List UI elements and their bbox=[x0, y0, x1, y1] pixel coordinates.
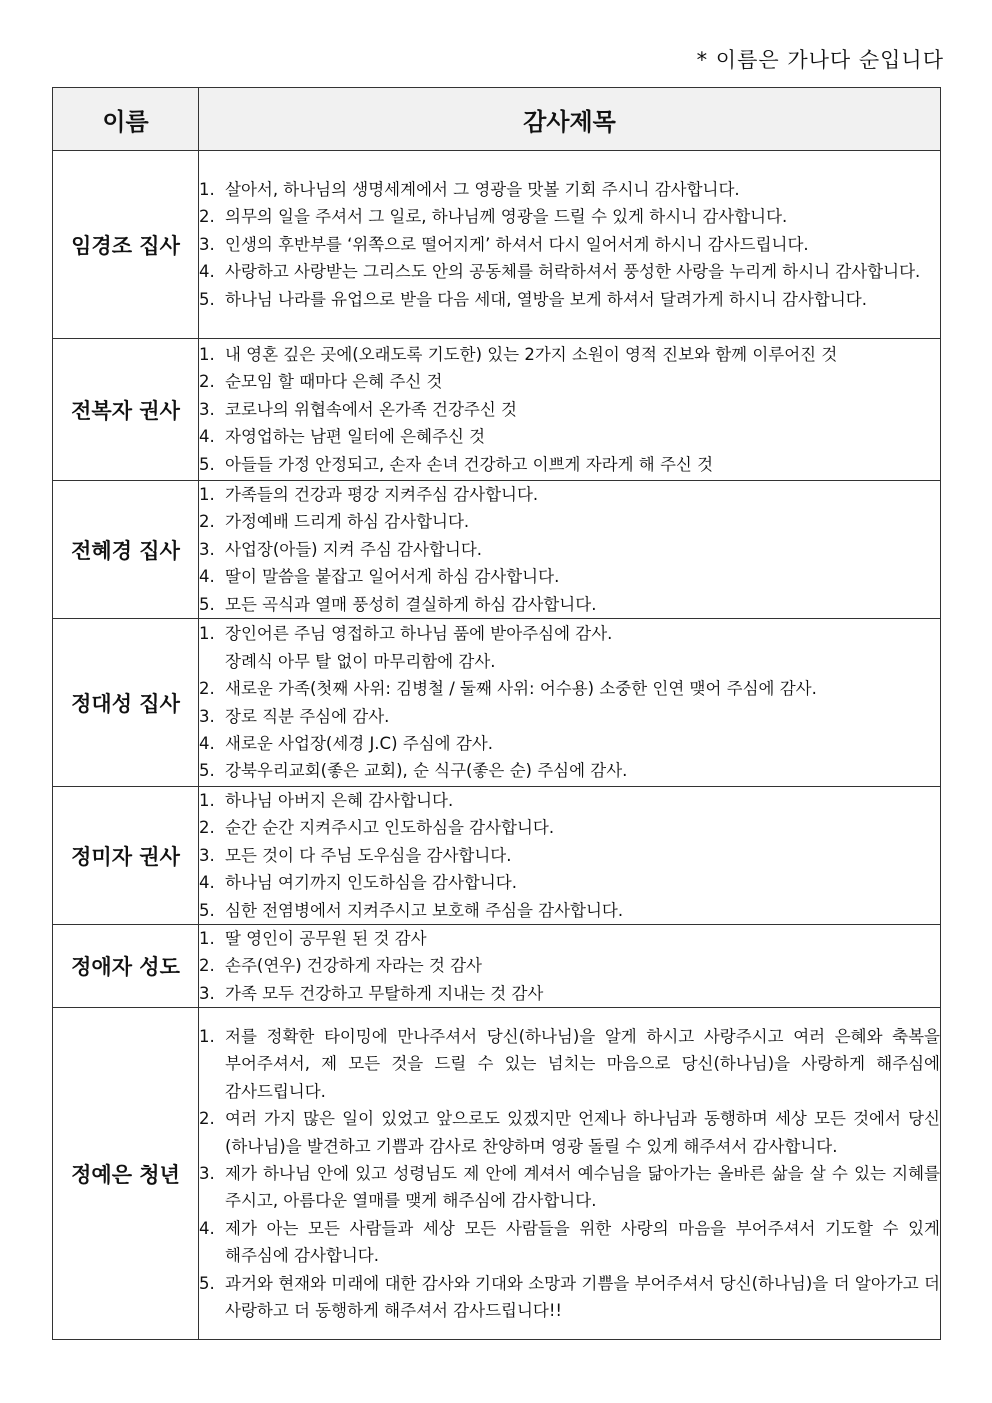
name-column-header: 이름 bbox=[53, 88, 199, 151]
item-text: 순모임 할 때마다 은혜 주신 것 bbox=[225, 372, 443, 392]
list-item bbox=[199, 842, 940, 869]
item-text: 새로운 가족(첫째 사위: 김병철 / 둘째 사위: 어수용) 소중한 인연 맺어 주심에 감사. bbox=[225, 679, 817, 699]
item-number: 2. bbox=[199, 207, 215, 227]
item-text: 모든 것이 다 주님 도우심을 감사합니다. bbox=[225, 845, 512, 865]
item-text: 강북우리교회(좋은 교회), 순 식구(좋은 순) 주심에 감사. bbox=[225, 761, 628, 781]
item-number: 1. bbox=[199, 485, 215, 504]
item-text: 하나님 나라를 유업으로 받을 다음 세대, 열방을 보게 하셔서 달려가게 하시니 감사합니다. bbox=[225, 289, 867, 309]
thanks-list-cell bbox=[199, 151, 941, 339]
list-item bbox=[199, 787, 940, 814]
thanks-list bbox=[199, 620, 940, 784]
item-text: 사업장(아들) 지켜 주심 감사합니다. bbox=[225, 539, 482, 559]
item-text: 제가 아는 모든 사람들과 세상 모든 사람들을 위한 사랑의 마음을 부어주셔서 기도할 수 있게 해주심에 감사합니다. bbox=[225, 1218, 940, 1266]
item-text: 인생의 후반부를 ‘위쪽으로 떨어지게’ 하셔서 다시 일어서게 하시니 감사드립니다. bbox=[225, 234, 809, 254]
list-item bbox=[199, 703, 940, 730]
list-item bbox=[199, 1105, 940, 1160]
list-item bbox=[199, 620, 940, 647]
item-text: 과거와 현재와 미래에 대한 감사와 기대와 소망과 기쁨을 부어주셔서 당신(하나님)을 더 알아가고 더 사랑하고 더 동행하게 해주셔서 감사드립니다!! bbox=[225, 1273, 940, 1321]
item-number: 4. bbox=[199, 873, 215, 893]
item-number: 4. bbox=[199, 262, 215, 282]
item-number: 5. bbox=[199, 900, 215, 920]
person-name: 임경조 집사 bbox=[53, 151, 199, 339]
list-item bbox=[199, 341, 940, 368]
item-text: 코로나의 위협속에서 온가족 건강주신 것 bbox=[225, 399, 517, 419]
item-text: 여러 가지 많은 일이 있었고 앞으로도 있겠지만 언제나 하나님과 동행하며 세상 모든 것에서 당신(하나님)을 발견하고 기쁨과 감사로 찬양하며 영광 돌릴 수 있게 해주셔서 감사합니다. bbox=[225, 1109, 940, 1156]
item-text: 모든 곡식과 열매 풍성히 결실하게 하심 감사합니다. bbox=[225, 594, 597, 614]
item-number: 5. bbox=[199, 454, 215, 474]
item-text: 가정예배 드리게 하심 감사합니다. bbox=[225, 512, 470, 532]
item-number: 4. bbox=[199, 567, 215, 587]
list-item bbox=[199, 1270, 940, 1325]
item-number: 2. bbox=[199, 956, 215, 976]
list-item bbox=[199, 591, 940, 618]
item-text: 자영업하는 남편 일터에 은혜주신 것 bbox=[225, 427, 486, 447]
title-column-header: 감사제목 bbox=[199, 88, 941, 151]
thanks-list-cell bbox=[199, 1008, 941, 1340]
item-number: 4. bbox=[199, 1218, 215, 1238]
item-text: 손주(연우) 건강하게 자라는 것 감사 bbox=[225, 956, 482, 976]
item-text: 장로 직분 주심에 감사. bbox=[225, 706, 390, 726]
thanks-list-cell bbox=[199, 339, 941, 481]
table-row bbox=[53, 151, 941, 339]
item-text: 살아서, 하나님의 생명세계에서 그 영광을 맛볼 기회 주시니 감사합니다. bbox=[225, 179, 740, 199]
item-number: 1. bbox=[199, 1027, 215, 1047]
list-item bbox=[199, 368, 940, 395]
thanks-list-cell bbox=[199, 619, 941, 787]
thanksgiving-table bbox=[52, 87, 941, 1340]
table-row bbox=[53, 481, 941, 619]
list-item bbox=[199, 869, 940, 896]
item-number: 4. bbox=[199, 427, 215, 447]
thanks-list-cell bbox=[199, 481, 941, 619]
item-number: 3. bbox=[199, 706, 215, 726]
list-item bbox=[199, 757, 940, 784]
item-number: 1. bbox=[199, 929, 215, 949]
item-number: 3. bbox=[199, 983, 215, 1003]
item-text: 딸이 말씀을 붙잡고 일어서게 하심 감사합니다. bbox=[225, 567, 560, 587]
list-item bbox=[199, 952, 940, 979]
list-item bbox=[199, 286, 940, 313]
item-number: 1. bbox=[199, 791, 215, 811]
item-text: 제가 하나님 안에 있고 성령님도 제 안에 계셔서 예수님을 닮아가는 올바른 삶을 살 수 있는 지혜를 주시고, 아름다운 열매를 맺게 해주심에 감사합니다. bbox=[225, 1164, 940, 1211]
thanks-list bbox=[199, 481, 940, 618]
item-number: 3. bbox=[199, 399, 215, 419]
list-item bbox=[199, 925, 940, 952]
item-text: 가족 모두 건강하고 무탈하게 지내는 것 감사 bbox=[225, 983, 544, 1003]
list-item bbox=[199, 231, 940, 258]
item-text: 장례식 아무 탈 없이 마무리함에 감사. bbox=[225, 651, 496, 671]
person-name: 전복자 권사 bbox=[53, 339, 199, 481]
item-text: 저를 정확한 타이밍에 만나주셔서 당신(하나님)을 알게 하시고 사랑주시고 여러 은혜와 축복을 부어주셔서, 제 모든 것을 드릴 수 있는 넘치는 마음으로 당신(하나님)을 사랑하게 해주심에 감사드립니다. bbox=[225, 1027, 940, 1101]
list-item bbox=[199, 563, 940, 590]
item-text: 장인어른 주님 영접하고 하나님 품에 받아주심에 감사. bbox=[225, 624, 613, 644]
list-item bbox=[199, 1160, 940, 1215]
item-number: 2. bbox=[199, 372, 215, 392]
item-text: 가족들의 건강과 평강 지켜주심 감사합니다. bbox=[225, 485, 539, 504]
item-number: 2. bbox=[199, 679, 215, 699]
list-item bbox=[199, 481, 940, 508]
person-name: 전혜경 집사 bbox=[53, 481, 199, 619]
list-item bbox=[199, 675, 940, 702]
item-number: 1. bbox=[199, 344, 215, 364]
item-number: 1. bbox=[199, 624, 215, 644]
list-item bbox=[199, 980, 940, 1007]
list-item bbox=[199, 396, 940, 423]
person-name: 정대성 집사 bbox=[53, 619, 199, 787]
thanks-list bbox=[199, 341, 940, 478]
list-item bbox=[199, 648, 940, 675]
thanks-list bbox=[199, 925, 940, 1007]
item-number: 3. bbox=[199, 539, 215, 559]
item-text: 의무의 일을 주셔서 그 일로, 하나님께 영광을 드릴 수 있게 하시니 감사합니다. bbox=[225, 207, 788, 227]
item-text: 새로운 사업장(세경 J.C) 주심에 감사. bbox=[225, 733, 493, 753]
list-item bbox=[199, 536, 940, 563]
list-item bbox=[199, 1215, 940, 1270]
thanks-list bbox=[199, 176, 940, 313]
item-number: 3. bbox=[199, 1164, 215, 1184]
item-text: 사랑하고 사랑받는 그리스도 안의 공동체를 허락하셔서 풍성한 사랑을 누리게 하시니 감사합니다. bbox=[225, 262, 921, 282]
list-item bbox=[199, 176, 940, 203]
person-name: 정예은 청년 bbox=[53, 1008, 199, 1340]
list-item bbox=[199, 730, 940, 757]
item-number: 1. bbox=[199, 179, 215, 199]
item-text: 딸 영인이 공무원 된 것 감사 bbox=[225, 929, 427, 949]
item-number: 5. bbox=[199, 1273, 215, 1293]
item-number: 5. bbox=[199, 289, 215, 309]
item-number: 2. bbox=[199, 512, 215, 532]
item-number: 5. bbox=[199, 761, 215, 781]
thanks-list-cell bbox=[199, 787, 941, 925]
item-number: 2. bbox=[199, 1109, 215, 1129]
table-row bbox=[53, 787, 941, 925]
table-row bbox=[53, 925, 941, 1008]
item-number: 3. bbox=[199, 845, 215, 865]
table-row bbox=[53, 1008, 941, 1340]
person-name: 정애자 성도 bbox=[53, 925, 199, 1008]
item-text: 아들들 가정 안정되고, 손자 손녀 건강하고 이쁘게 자라게 해 주신 것 bbox=[225, 454, 714, 474]
item-text: 하나님 아버지 은혜 감사합니다. bbox=[225, 791, 454, 811]
thanks-list bbox=[199, 1023, 940, 1324]
list-item bbox=[199, 508, 940, 535]
item-number: 2. bbox=[199, 818, 215, 838]
header-row bbox=[53, 88, 941, 151]
thanks-list bbox=[199, 787, 940, 924]
list-item bbox=[199, 897, 940, 924]
list-item bbox=[199, 203, 940, 230]
person-name: 정미자 권사 bbox=[53, 787, 199, 925]
thanks-list-cell bbox=[199, 925, 941, 1008]
item-number: 4. bbox=[199, 733, 215, 753]
table-row bbox=[53, 339, 941, 481]
item-text: 내 영혼 깊은 곳에(오래도록 기도한) 있는 2가지 소원이 영적 진보와 함께 이루어진 것 bbox=[225, 344, 838, 364]
item-number: 3. bbox=[199, 234, 215, 254]
item-text: 하나님 여기까지 인도하심을 감사합니다. bbox=[225, 873, 517, 893]
list-item bbox=[199, 814, 940, 841]
table-row bbox=[53, 619, 941, 787]
item-number: 5. bbox=[199, 594, 215, 614]
sort-order-note: * 이름은 가나다 순입니다 bbox=[696, 48, 944, 72]
item-text: 심한 전염병에서 지켜주시고 보호해 주심을 감사합니다. bbox=[225, 900, 624, 920]
list-item bbox=[199, 423, 940, 450]
item-text: 순간 순간 지켜주시고 인도하심을 감사합니다. bbox=[225, 818, 555, 838]
list-item bbox=[199, 451, 940, 478]
list-item bbox=[199, 258, 940, 285]
list-item bbox=[199, 1023, 940, 1105]
